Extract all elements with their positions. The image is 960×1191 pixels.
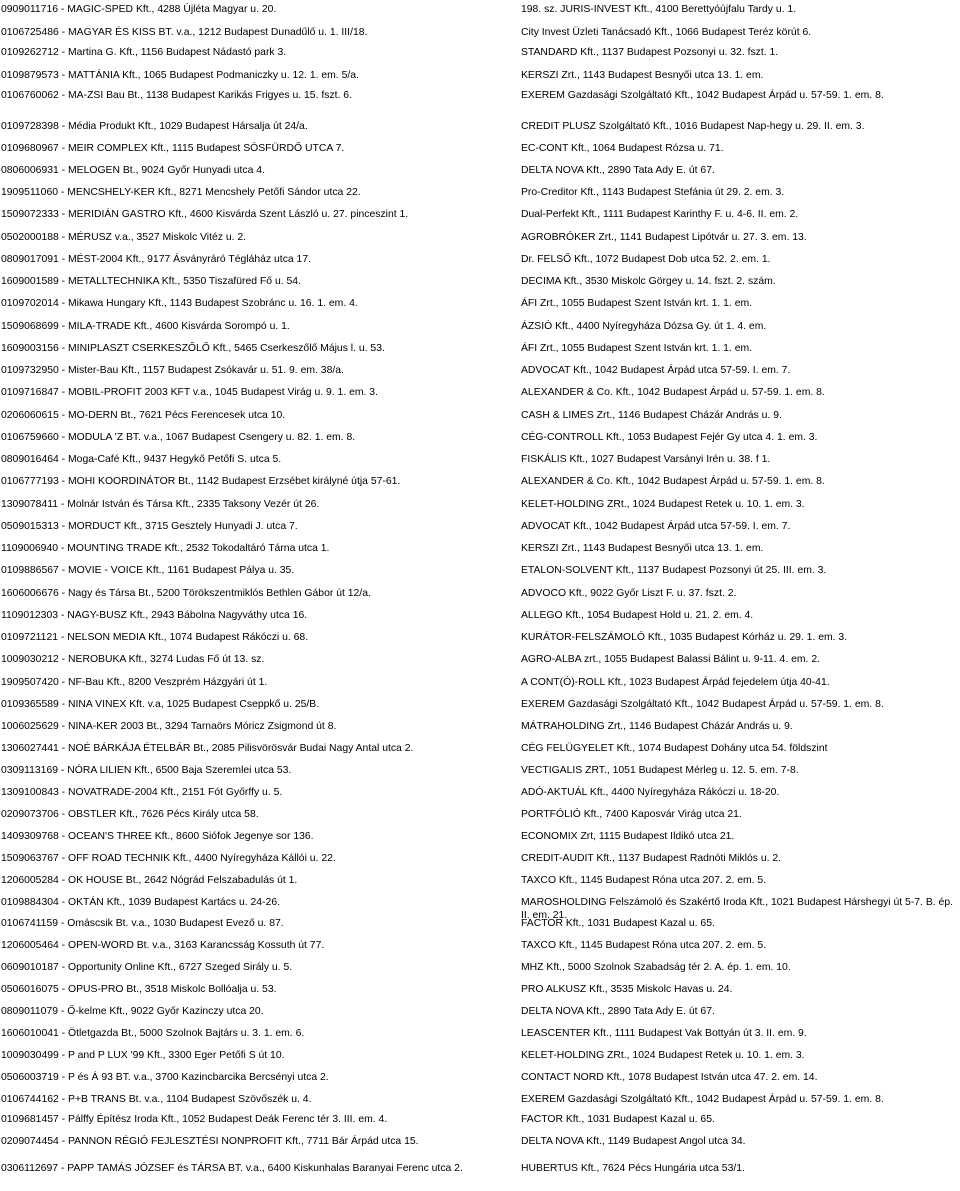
list-item	[0, 874, 960, 888]
list-item	[0, 1093, 960, 1107]
liquidator-entry: KELET-HOLDING ZRt., 1024 Budapest Retek u. 10. 1. em. 3.	[521, 499, 805, 510]
liquidator-entry: AGRO-ALBA zrt., 1055 Budapest Balassi Bálint u. 9-11. 4. em. 2.	[521, 654, 820, 665]
liquidator-entry: ÁFI Zrt., 1055 Budapest Szent István krt. 1. 1. em.	[521, 343, 753, 354]
list-item	[0, 431, 960, 445]
list-item	[0, 142, 960, 156]
liquidator-entry: MHZ Kft., 5000 Szolnok Szabadság tér 2. A. ép. 1. em. 10.	[521, 962, 791, 973]
liquidator-entry: ALLEGO Kft., 1054 Budapest Hold u. 21. 2. em. 4.	[521, 610, 754, 621]
list-item	[0, 653, 960, 667]
company-entry: 1309100843 - NOVATRADE-2004 Kft., 2151 Fót Győrffy u. 5.	[1, 787, 283, 798]
liquidator-entry: CASH & LIMES Zrt., 1146 Budapest Cházár András u. 9.	[521, 410, 782, 421]
company-entry: 0209074454 - PANNON RÉGIÓ FEJLESZTÉSI NONPROFIT Kft., 7711 Bár Árpád utca 15.	[1, 1136, 419, 1147]
company-entry: 1009030212 - NEROBUKA Kft., 3274 Ludas Fő út 13. sz.	[1, 654, 265, 665]
liquidator-entry: DECIMA Kft., 3530 Miskolc Görgey u. 14. fszt. 2. szám.	[521, 276, 776, 287]
company-entry: 1909511060 - MENCSHELY-KER Kft., 8271 Mencshely Petőfi Sándor utca 22.	[1, 187, 361, 198]
liquidator-entry: ECONOMIX Zrt, 1115 Budapest Ildikó utca 21.	[521, 831, 735, 842]
liquidator-entry: CÉG FELÜGYELET Kft., 1074 Budapest Dohány utca 54. földszint	[521, 743, 828, 754]
liquidator-entry: PRO ALKUSZ Kft., 3535 Miskolc Havas u. 24.	[521, 984, 733, 995]
list-item	[0, 498, 960, 512]
company-entry: 0106744162 - P+B TRANS Bt. v.a., 1104 Budapest Szövőszék u. 4.	[1, 1094, 312, 1105]
liquidator-entry: ÁFI Zrt., 1055 Budapest Szent István krt. 1. 1. em.	[521, 298, 753, 309]
company-entry: 1606006676 - Nagy és Társa Bt., 5200 Törökszentmiklós Bethlen Gábor út 12/a.	[1, 588, 371, 599]
company-entry: 1009030499 - P and P LUX '99 Kft., 3300 Eger Petőfi S út 10.	[1, 1050, 285, 1061]
liquidator-entry: CREDIT PLUSZ Szolgáltató Kft., 1016 Budapest Nap-hegy u. 29. II. em. 3.	[521, 121, 865, 132]
liquidator-entry: TAXCO Kft., 1145 Budapest Róna utca 207. 2. em. 5.	[521, 940, 767, 951]
company-entry: 0502000188 - MÉRUSZ v.a., 3527 Miskolc Vitéz u. 2.	[1, 232, 247, 243]
company-entry: 0109884304 - OKTÁN Kft., 1039 Budapest Kartács u. 24-26.	[1, 897, 280, 908]
liquidator-entry: Dual-Perfekt Kft., 1111 Budapest Karinthy F. u. 4-6. II. em. 2.	[521, 209, 799, 220]
company-entry: 0109681457 - Pálffy Építész Iroda Kft., 1052 Budapest Deák Ferenc tér 3. III. em. 4.	[1, 1114, 388, 1125]
list-item	[0, 939, 960, 953]
company-entry: 1606010041 - Ötletgazda Bt., 5000 Szolnok Bajtárs u. 3. 1. em. 6.	[1, 1028, 305, 1039]
liquidator-entry: ALEXANDER & Co. Kft., 1042 Budapest Árpád u. 57-59. 1. em. 8.	[521, 476, 825, 487]
liquidator-entry: ETALON-SOLVENT Kft., 1137 Budapest Pozsonyi út 25. III. em. 3.	[521, 565, 827, 576]
liquidator-entry: KERSZI Zrt., 1143 Budapest Besnyői utca 13. 1. em.	[521, 543, 764, 554]
company-entry: 0509015313 - MORDUCT Kft., 3715 Gesztely Hunyadi J. utca 7.	[1, 521, 298, 532]
company-entry: 0109728398 - Média Produkt Kft., 1029 Budapest Hársalja út 24/a.	[1, 121, 308, 132]
list-item	[0, 917, 960, 931]
list-item	[0, 742, 960, 756]
list-item	[0, 409, 960, 423]
liquidator-entry: TAXCO Kft., 1145 Budapest Róna utca 207. 2. em. 5.	[521, 875, 767, 886]
company-entry: 0506003719 - P és Á 93 BT. v.a., 3700 Kazincbarcika Bercsényi utca 2.	[1, 1072, 329, 1083]
company-entry: 1109012303 - NAGY-BUSZ Kft., 2943 Bábolna Nagyváthy utca 16.	[1, 610, 308, 621]
list-item	[0, 1071, 960, 1085]
company-entry: 1306027441 - NOÉ BÁRKÁJA ÉTELBÁR Bt., 2085 Pilisvörösvár Budai Nagy Antal utca 2.	[1, 743, 414, 754]
company-entry: 0609010187 - Opportunity Online Kft., 6727 Szeged Sirály u. 5.	[1, 962, 293, 973]
list-item	[0, 3, 960, 17]
company-entry: 1509072333 - MERIDIÁN GASTRO Kft., 4600 Kisvárda Szent László u. 27. pinceszint 1.	[1, 209, 409, 220]
company-entry: 0109716847 - MOBIL-PROFIT 2003 KFT v.a., 1045 Budapest Virág u. 9. 1. em. 3.	[1, 387, 378, 398]
liquidator-entry: AGROBRÓKER Zrt., 1141 Budapest Lipótvár u. 27. 3. em. 13.	[521, 232, 807, 243]
company-entry: 0109702014 - Mikawa Hungary Kft., 1143 Budapest Szobránc u. 16. 1. em. 4.	[1, 298, 358, 309]
company-entry: 1509063767 - OFF ROAD TECHNIK Kft., 4400 Nyíregyháza Kállói u. 22.	[1, 853, 336, 864]
company-entry: 1109006940 - MOUNTING TRADE Kft., 2532 Tokodaltáró Tárna utca 1.	[1, 543, 330, 554]
liquidator-entry: Pro-Creditor Kft., 1143 Budapest Stefánia út 29. 2. em. 3.	[521, 187, 785, 198]
liquidator-entry: VECTIGALIS ZRT., 1051 Budapest Mérleg u. 12. 5. em. 7-8.	[521, 765, 799, 776]
company-entry: 0809011079 - Ő-kelme Kft., 9022 Győr Kazinczy utca 20.	[1, 1006, 264, 1017]
liquidator-entry: City Invest Üzleti Tanácsadó Kft., 1066 Budapest Teréz körút 6.	[521, 27, 812, 38]
company-entry: 0109886567 - MOVIE - VOICE Kft., 1161 Budapest Pálya u. 35.	[1, 565, 295, 576]
company-entry: 0109262712 - Martina G. Kft., 1156 Budapest Nádastó park 3.	[1, 47, 287, 58]
company-entry: 0909011716 - MAGIC-SPED Kft., 4288 Újléta Magyar u. 20.	[1, 4, 277, 15]
liquidator-entry: DELTA NOVA Kft., 2890 Tata Ady E. út 67.	[521, 1006, 715, 1017]
liquidator-entry: ADVOCO Kft., 9022 Győr Liszt F. u. 37. fszt. 2.	[521, 588, 737, 599]
liquidator-entry: CREDIT-AUDIT Kft., 1137 Budapest Radnóti Miklós u. 2.	[521, 853, 782, 864]
liquidator-entry: EXEREM Gazdasági Szolgáltató Kft., 1042 Budapest Árpád u. 57-59. 1. em. 8.	[521, 1094, 884, 1105]
liquidator-entry: ADVOCAT Kft., 1042 Budapest Árpád utca 57-59. I. em. 7.	[521, 521, 791, 532]
list-item	[0, 676, 960, 690]
company-entry: 0106759660 - MODULA 'Z BT. v.a., 1067 Budapest Csengery u. 82. 1. em. 8.	[1, 432, 356, 443]
list-item	[0, 297, 960, 311]
list-item	[0, 830, 960, 844]
company-entry: 0306112697 - PAPP TAMÁS JÓZSEF és TÁRSA BT. v.a., 6400 Kiskunhalas Baranyai Ferenc utca 2.	[1, 1163, 463, 1174]
company-entry: 0106741159 - Omáscsik Bt. v.a., 1030 Budapest Evező u. 87.	[1, 918, 284, 929]
company-entry: 0206060615 - MO-DERN Bt., 7621 Pécs Ferencesek utca 10.	[1, 410, 286, 421]
liquidator-entry: KERSZI Zrt., 1143 Budapest Besnyői utca 13. 1. em.	[521, 70, 764, 81]
list-item	[0, 1135, 960, 1149]
list-item	[0, 1005, 960, 1019]
list-item	[0, 896, 960, 921]
liquidator-entry: DELTA NOVA Kft., 2890 Tata Ady E. út 67.	[521, 165, 715, 176]
list-item	[0, 253, 960, 267]
company-entry: 1609001589 - METALLTECHNIKA Kft., 5350 Tiszafüred Fő u. 54.	[1, 276, 301, 287]
list-item	[0, 208, 960, 222]
company-entry: 0109680967 - MEIR COMPLEX Kft., 1115 Budapest SÓSFÜRDŐ UTCA 7.	[1, 143, 345, 154]
list-item	[0, 186, 960, 200]
company-entry: 1909507420 - NF-Bau Kft., 8200 Veszprém Házgyári út 1.	[1, 677, 268, 688]
company-entry: 1206005464 - OPEN-WORD Bt. v.a., 3163 Karancsság Kossuth út 77.	[1, 940, 325, 951]
company-entry: 0109721121 - NELSON MEDIA Kft., 1074 Budapest Rákóczi u. 68.	[1, 632, 309, 643]
list-item	[0, 364, 960, 378]
liquidator-entry: FACTOR Kft., 1031 Budapest Kazal u. 65.	[521, 1114, 715, 1125]
liquidator-entry: LEASCENTER Kft., 1111 Budapest Vak Bottyán út 3. II. em. 9.	[521, 1028, 807, 1039]
liquidator-entry: A CONT(Ó)-ROLL Kft., 1023 Budapest Árpád fejedelem útja 40-41.	[521, 677, 830, 688]
list-item	[0, 1027, 960, 1041]
liquidator-entry: CONTACT NORD Kft., 1078 Budapest István utca 47. 2. em. 14.	[521, 1072, 818, 1083]
company-entry: 0809016464 - Moga-Café Kft., 9437 Hegykő Petőfi S. utca 5.	[1, 454, 282, 465]
liquidator-entry: KELET-HOLDING ZRt., 1024 Budapest Retek u. 10. 1. em. 3.	[521, 1050, 805, 1061]
list-item	[0, 386, 960, 400]
list-item	[0, 120, 960, 134]
list-item	[0, 520, 960, 534]
list-item	[0, 89, 960, 103]
liquidator-entry: MAROSHOLDING Felszámoló és Szakértő Iroda Kft., 1021 Budapest Hárshegyi út 5-7. B. ép. II. em. 21.	[521, 897, 953, 921]
list-item	[0, 231, 960, 245]
list-item	[0, 564, 960, 578]
list-item	[0, 46, 960, 60]
company-entry: 0809017091 - MÉST-2004 Kft., 9177 Ásványráró Tégláház utca 17.	[1, 254, 311, 265]
company-entry: 0109365589 - NINA VINEX Kft. v.a, 1025 Budapest Cseppkő u. 25/B.	[1, 699, 320, 710]
company-entry: 0109879573 - MATTÁNIA Kft., 1065 Budapest Podmaniczky u. 12. 1. em. 5/a.	[1, 70, 359, 81]
list-item	[0, 26, 960, 40]
list-item	[0, 587, 960, 601]
liquidator-entry: HUBERTUS Kft., 7624 Pécs Hungária utca 53/1.	[521, 1163, 745, 1174]
list-item	[0, 720, 960, 734]
list-item	[0, 453, 960, 467]
list-item	[0, 631, 960, 645]
liquidator-entry: ADÓ-AKTUÁL Kft., 4400 Nyíregyháza Rákóczi u. 18-20.	[521, 787, 780, 798]
list-item	[0, 69, 960, 83]
liquidator-entry: PORTFÓLIÓ Kft., 7400 Kaposvár Virág utca 21.	[521, 809, 742, 820]
list-item	[0, 698, 960, 712]
liquidator-entry: ÁZSIÓ Kft., 4400 Nyíregyháza Dózsa Gy. út 1. 4. em.	[521, 321, 767, 332]
list-item	[0, 808, 960, 822]
liquidator-entry: EC-CONT Kft., 1064 Budapest Rózsa u. 71.	[521, 143, 724, 154]
company-entry: 0106777193 - MOHI KOORDINÁTOR Bt., 1142 Budapest Erzsébet királyné útja 57-61.	[1, 476, 401, 487]
company-entry: 1309078411 - Molnár István és Társa Kft., 2335 Taksony Vezér út 26.	[1, 499, 320, 510]
liquidator-entry: EXEREM Gazdasági Szolgáltató Kft., 1042 Budapest Árpád u. 57-59. 1. em. 8.	[521, 699, 884, 710]
liquidator-entry: ALEXANDER & Co. Kft., 1042 Budapest Árpád u. 57-59. 1. em. 8.	[521, 387, 825, 398]
list-item	[0, 1049, 960, 1063]
list-item	[0, 275, 960, 289]
list-item	[0, 1113, 960, 1127]
list-item	[0, 983, 960, 997]
liquidator-entry: CÉG-CONTROLL Kft., 1053 Budapest Fejér Gy utca 4. 1. em. 3.	[521, 432, 818, 443]
liquidator-entry: KURÁTOR-FELSZÁMOLÓ Kft., 1035 Budapest Kórház u. 29. 1. em. 3.	[521, 632, 848, 643]
liquidator-entry: FACTOR Kft., 1031 Budapest Kazal u. 65.	[521, 918, 715, 929]
liquidator-entry: 198. sz. JURIS-INVEST Kft., 4100 Berettyóújfalu Tardy u. 1.	[521, 4, 797, 15]
list-item	[0, 164, 960, 178]
list-item	[0, 1162, 960, 1176]
liquidator-entry: DELTA NOVA Kft., 1149 Budapest Angol utca 34.	[521, 1136, 746, 1147]
liquidator-entry: FISKÁLIS Kft., 1027 Budapest Varsányi Irén u. 38. f 1.	[521, 454, 771, 465]
company-entry: 0309113169 - NÓRA LILIEN Kft., 6500 Baja Szeremlei utca 53.	[1, 765, 292, 776]
liquidator-entry: EXEREM Gazdasági Szolgáltató Kft., 1042 Budapest Árpád u. 57-59. 1. em. 8.	[521, 90, 884, 101]
company-entry: 1006025629 - NINA-KER 2003 Bt., 3294 Tarnaörs Móricz Zsigmond út 8.	[1, 721, 337, 732]
company-entry: 1509068699 - MILA-TRADE Kft., 4600 Kisvárda Sorompó u. 1.	[1, 321, 290, 332]
company-entry: 0209073706 - OBSTLER Kft., 7626 Pécs Király utca 58.	[1, 809, 259, 820]
company-entry: 0806006931 - MELOGEN Bt., 9024 Győr Hunyadi utca 4.	[1, 165, 265, 176]
list-item	[0, 609, 960, 623]
company-entry: 0109732950 - Mister-Bau Kft., 1157 Budapest Zsókavár u. 51. 9. em. 38/a.	[1, 365, 344, 376]
liquidator-entry: ADVOCAT Kft., 1042 Budapest Árpád utca 57-59. I. em. 7.	[521, 365, 791, 376]
list-item	[0, 786, 960, 800]
company-entry: 0506016075 - OPUS-PRO Bt., 3518 Miskolc Bollóalja u. 53.	[1, 984, 277, 995]
liquidator-entry: MÁTRAHOLDING Zrt., 1146 Budapest Cházár András u. 9.	[521, 721, 793, 732]
list-item	[0, 764, 960, 778]
liquidator-entry: STANDARD Kft., 1137 Budapest Pozsonyi u. 32. fszt. 1.	[521, 47, 779, 58]
list-item	[0, 852, 960, 866]
liquidator-entry: Dr. FELSŐ Kft., 1072 Budapest Dob utca 52. 2. em. 1.	[521, 254, 771, 265]
company-entry: 1409309768 - OCEAN'S THREE Kft., 8600 Siófok Jegenye sor 136.	[1, 831, 314, 842]
list-item	[0, 320, 960, 334]
company-entry: 1609003156 - MINIPLASZT CSERKESZŐLŐ Kft., 5465 Cserkeszőlő Május l. u. 53.	[1, 343, 385, 354]
company-entry: 0106725486 - MAGYAR ÉS KISS BT. v.a., 1212 Budapest Dunadűlő u. 1. III/18.	[1, 27, 368, 38]
list-item	[0, 342, 960, 356]
list-item	[0, 961, 960, 975]
company-entry: 0106760062 - MA-ZSI Bau Bt., 1138 Budapest Karikás Frigyes u. 15. fszt. 6.	[1, 90, 352, 101]
company-entry: 1206005284 - OK HOUSE Bt., 2642 Nógrád Felszabadulás út 1.	[1, 875, 298, 886]
list-item	[0, 542, 960, 556]
list-item	[0, 475, 960, 489]
